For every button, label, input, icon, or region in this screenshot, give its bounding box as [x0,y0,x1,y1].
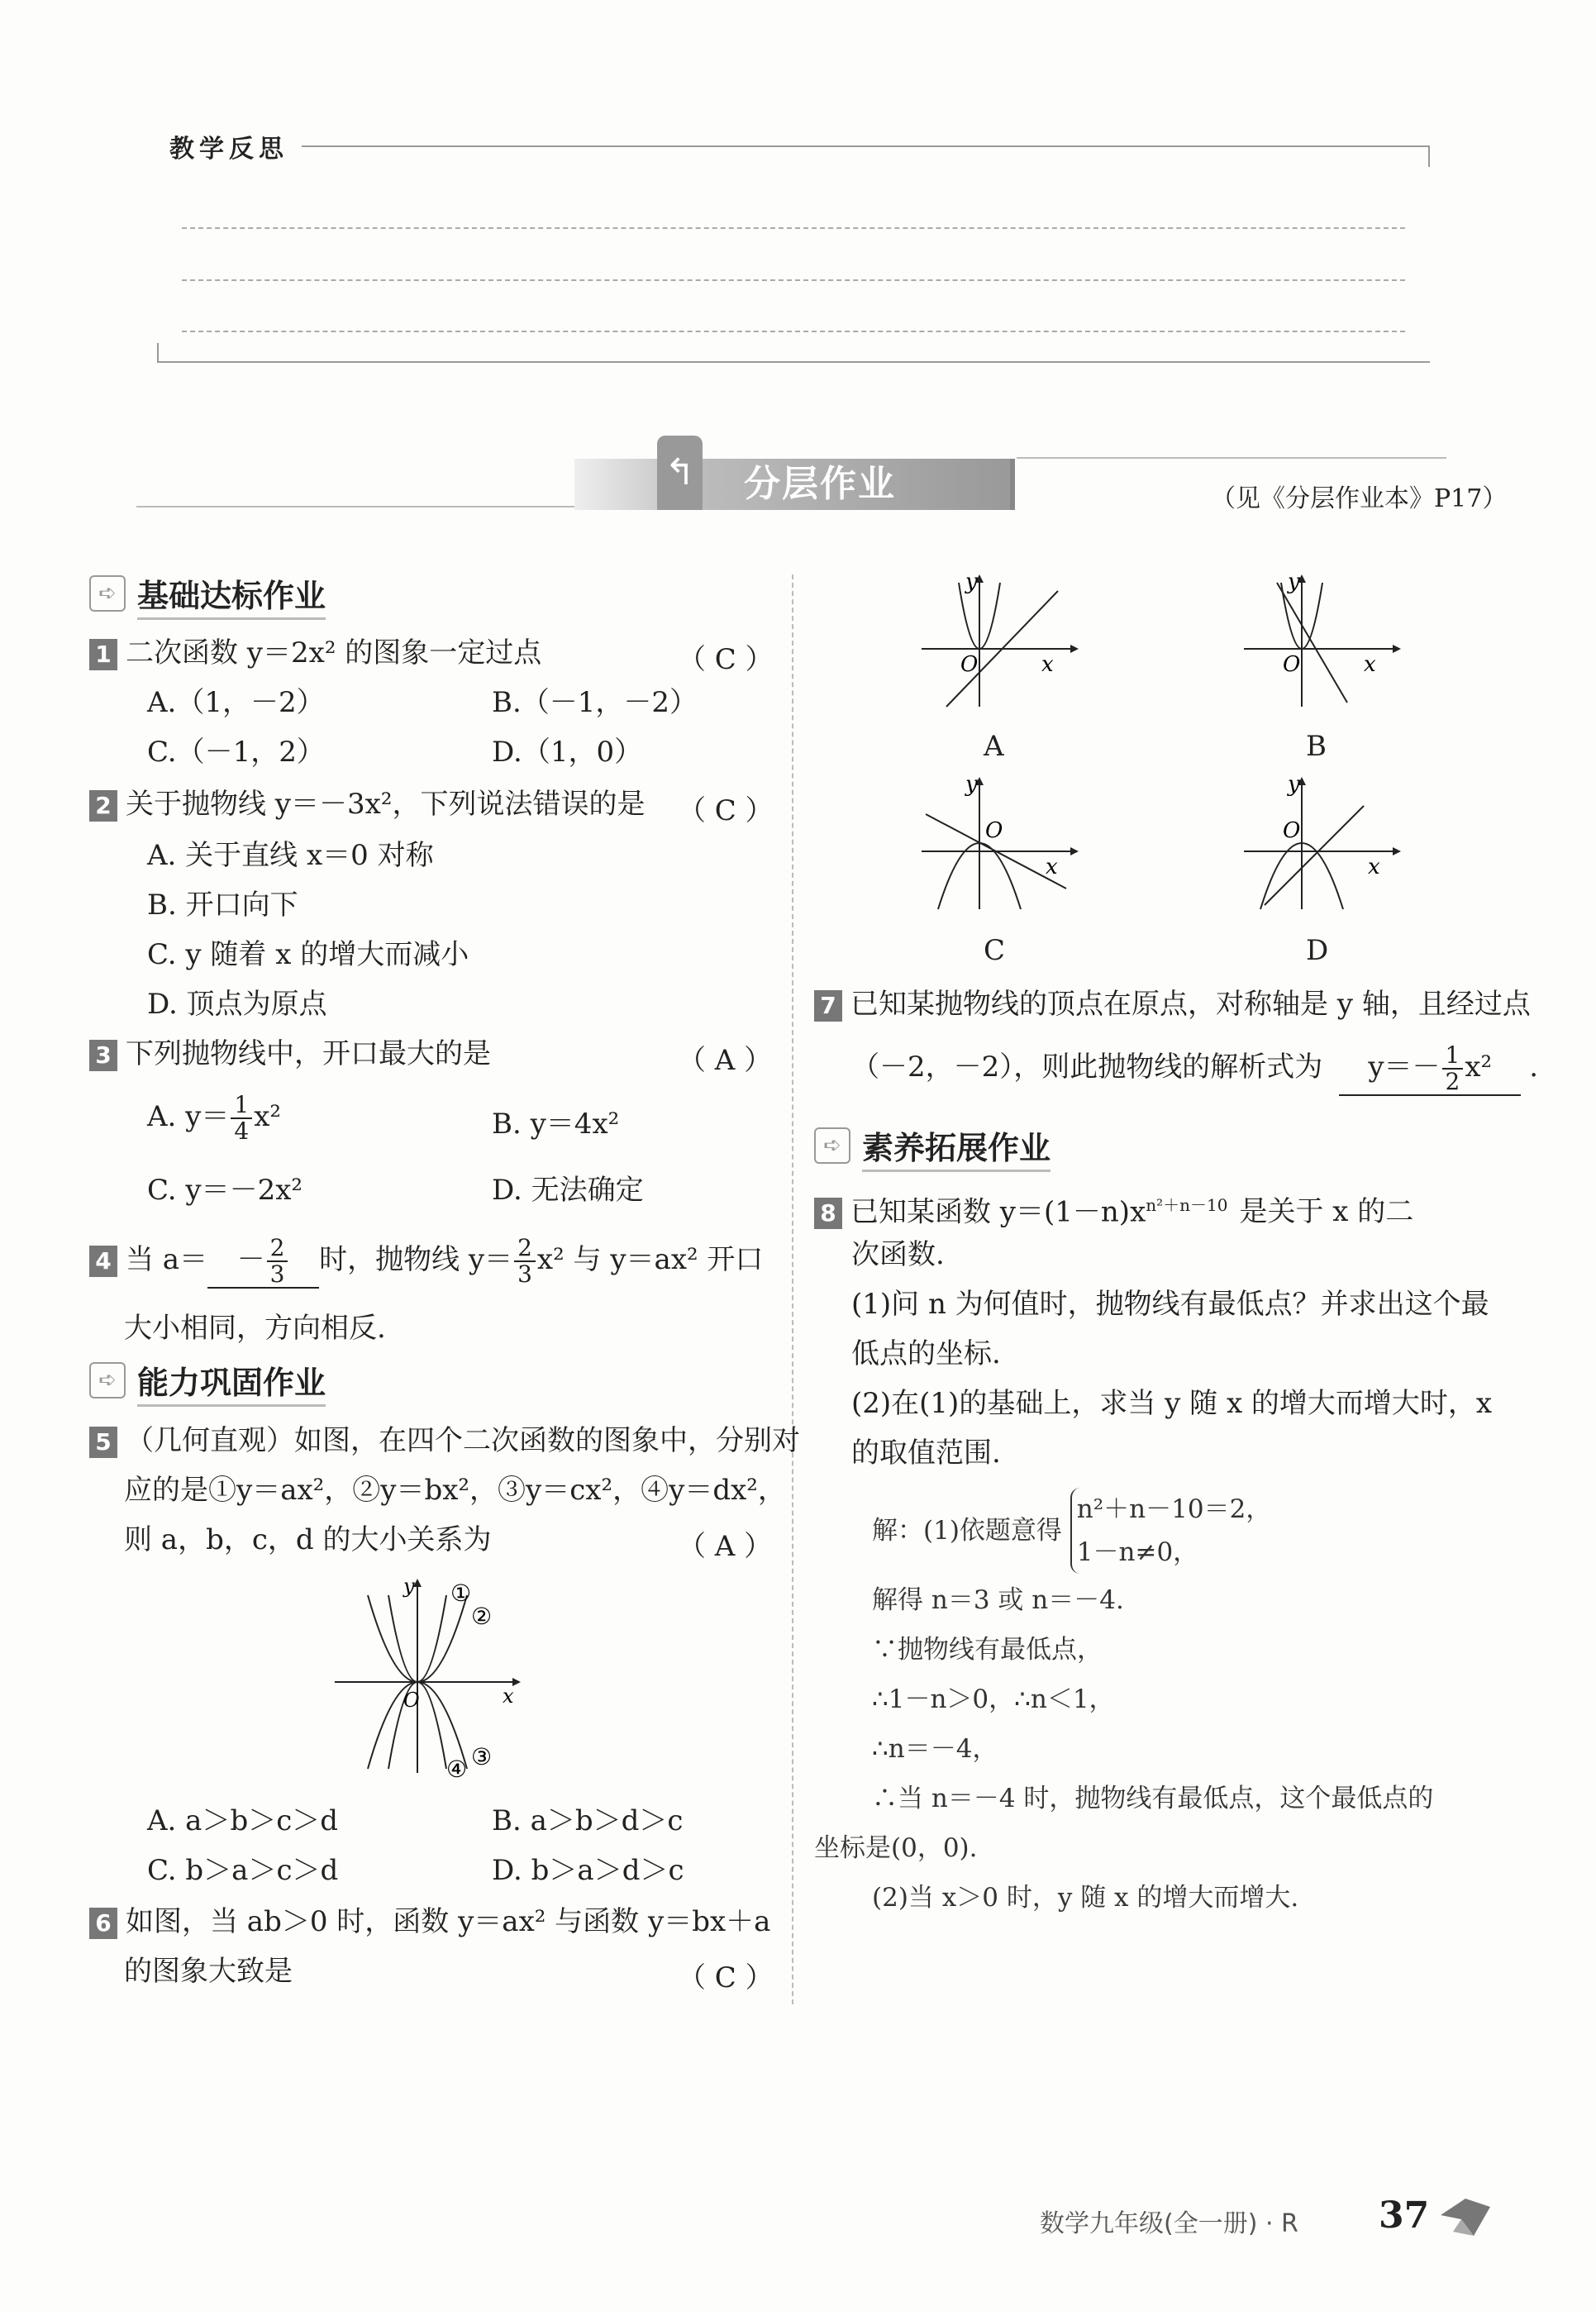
q1-number: 1 [89,639,117,670]
q6-number: 6 [89,1908,117,1939]
reflection-line [182,227,1405,229]
reflection-left-edge [157,343,159,361]
q5-x-label: x [503,1684,514,1708]
q7-answer-blank: y＝－ $\frac{1}{2}$ x² [1339,1043,1521,1096]
q5-option: A. a＞b＞c＞d [147,1804,339,1837]
q2-stem [89,784,645,825]
banner-title: 分层作业 [744,463,896,505]
arrow-icon: ➪ [89,1362,126,1399]
reflection-top-rule [302,145,1430,147]
q8-part2-line2: 的取值范围. [851,1437,1001,1470]
q5-number: 5 [89,1427,117,1458]
q8-solution-s5: ∴n＝－4， [872,1734,998,1764]
q6-graph-b-label: B [1306,730,1327,763]
footer-book-title: 数学九年级(全一册) · R [1040,2209,1298,2238]
q6-graph-c-label: C [984,934,1006,967]
q3-number: 3 [89,1040,117,1071]
q5-option: C. b＞a＞c＞d [147,1854,339,1887]
reflection-right-edge [1428,145,1430,167]
q5-y-label: y [403,1575,415,1598]
q4-stem: 4 当 a＝ － $\frac{2}{3}$ 时，抛物线 y＝ $\frac{2}{3}$ x² 与 y＝ax² 开口 [89,1236,763,1289]
q2-number: 2 [89,790,117,822]
q8-part1-line1: (1)问 n 为何值时，抛物线有最低点？并求出这个最 [851,1288,1489,1321]
svg-text:x: x [1364,652,1376,677]
q5-option: B. a＞b＞d＞c [492,1804,684,1837]
section-basic-label: 基础达标作业 [137,578,326,620]
q7-line2: （－2，－2），则此抛物线的解析式为 y＝－ $\frac{1}{2}$ x² . [851,1041,1539,1095]
q4-answer-blank: － $\frac{2}{3}$ [207,1236,319,1289]
q1-text: 二次函数 y＝2x² 的图象一定过点 [126,636,542,669]
svg-text:O: O [960,652,979,677]
svg-text:O: O [1283,652,1301,677]
banner-reference: （见《分层作业本》P17） [1211,484,1508,513]
q5-curve-1-label: ① [450,1580,472,1607]
q1-option: D.（1，0） [492,736,643,769]
q3-answer: （ A ） [678,1044,773,1077]
q8-number: 8 [814,1198,842,1229]
q5-line1: 5 （几何直观）如图，在四个二次函数的图象中，分别对 [89,1420,800,1461]
q6-answer: （ C ） [678,1961,774,1994]
q2-option: A. 关于直线 x＝0 对称 [147,839,434,872]
reflection-line [182,279,1405,281]
arrow-icon: ➪ [89,575,126,612]
q6-graph-d [1240,773,1405,913]
q4-number: 4 [89,1246,117,1277]
q6-graph-c [917,773,1083,913]
svg-text:O: O [1283,818,1301,843]
banner-line-right [1017,457,1446,459]
section-extend-label: 素养拓展作业 [862,1130,1051,1172]
q3-fraction: $\frac{1}{4}$ [231,1093,252,1144]
q4-line2: 大小相同，方向相反. [124,1312,386,1345]
q1-answer: （ C ） [678,643,774,676]
q6-line1: 6 如图，当 ab＞0 时，函数 y＝ax² 与函数 y＝bx＋a [89,1901,770,1942]
q2-option: D. 顶点为原点 [147,988,327,1021]
section-extend [814,1122,1051,1168]
svg-text:x: x [1046,855,1058,879]
q1-stem [89,632,541,674]
q2-answer: （ C ） [678,794,774,827]
q6-graph-b [1240,570,1405,711]
q8-solution-brace: n²＋n－10＝2， 1－n≠0， [1070,1488,1272,1574]
q5-curve-3-label: ③ [471,1743,493,1770]
svg-text:y: y [1288,570,1300,594]
q5-origin-label: O [403,1689,420,1712]
q8-solution-s3: ∵抛物线有最低点， [872,1635,1103,1665]
q7-line1: 7 已知某抛物线的顶点在原点，对称轴是 y 轴，且经过点 [814,984,1531,1025]
q6-graph-a-label: A [984,730,1004,763]
arrow-icon: ➪ [814,1127,850,1164]
column-divider [792,574,793,2004]
q5-curve-2-label: ② [471,1603,493,1630]
q1-option: B.（－1，－2） [492,686,698,719]
svg-text:y: y [965,570,978,594]
q7-number: 7 [814,990,842,1022]
q5-figure [331,1575,529,1781]
q8-line1: 8 已知某函数 $y=(1-n)x^{n^2+n-10}$ 是关于 x 的二 [814,1184,1413,1232]
banner-flag-icon: ↰ [657,436,703,510]
section-ability [89,1357,326,1403]
banner-line-left [136,506,574,507]
q6-line2: 的图象大致是 [124,1955,293,1988]
q5-option: D. b＞a＞d＞c [492,1854,684,1887]
q4-fraction: $\frac{2}{3}$ [514,1236,536,1287]
q3-option-c: C. y＝－2x² [147,1174,303,1207]
reflection-bottom-rule [157,361,1430,363]
reflection-line [182,331,1405,332]
banner-end-bar [1010,459,1015,510]
q5-curve-4-label: ④ [446,1756,468,1781]
svg-text:y: y [1288,773,1300,797]
page-number: 37 [1379,2194,1430,2237]
q1-option: A.（1，－2） [147,686,325,719]
q3-text: 下列抛物线中，开口最大的是 [126,1037,491,1070]
q2-option: C. y 随着 x 的增大而减小 [147,938,469,971]
q3-option-a: A. y＝ $\frac{1}{4}$ x² [147,1091,282,1145]
q8-part2-line1: (2)在(1)的基础上，求当 y 随 x 的增大而增大时，x [851,1387,1493,1420]
svg-text:O: O [985,818,1003,843]
q8-solution-s1: 解：(1)依题意得 n²＋n－10＝2， 1－n≠0， [872,1488,1271,1574]
q3-option-d: D. 无法确定 [492,1174,644,1207]
section-ability-label: 能力巩固作业 [137,1365,326,1407]
q5-answer: （ A ） [678,1530,773,1563]
svg-text:x: x [1368,855,1380,879]
q8-solution-s7: 坐标是(0，0). [814,1833,978,1863]
q8-solution-s2: 解得 n＝3 或 n＝－4. [872,1585,1124,1615]
q3-stem [89,1033,491,1074]
reflection-label: 教学反思 [169,135,288,164]
q8-solution-s8: (2)当 x＞0 时，y 随 x 的增大而增大. [872,1883,1299,1913]
q2-text: 关于抛物线 y＝－3x²，下列说法错误的是 [126,788,646,821]
q8-solution-s4: ∴1－n＞0，∴n＜1， [872,1684,1115,1714]
q8-part1-line2: 低点的坐标. [851,1337,1001,1370]
section-basic [89,570,326,616]
q6-graph-a [917,570,1083,711]
q2-option: B. 开口向下 [147,889,298,922]
q5-line2: 应的是①y＝ax²，②y＝bx²，③y＝cx²，④y＝dx²， [124,1474,786,1507]
q8-solution-s6: ∴当 n＝－4 时，抛物线有最低点，这个最低点的 [872,1784,1434,1813]
q8-line2: 次函数. [851,1238,945,1271]
svg-text:x: x [1041,652,1054,677]
q1-option: C.（－1，2） [147,736,325,769]
svg-text:y: y [965,773,978,797]
q6-graph-d-label: D [1306,934,1329,967]
q5-line3: 则 a，b，c，d 的大小关系为 [124,1523,492,1556]
q3-option-b: B. y＝4x² [492,1108,620,1141]
corner-bird-icon [1436,2190,1494,2240]
